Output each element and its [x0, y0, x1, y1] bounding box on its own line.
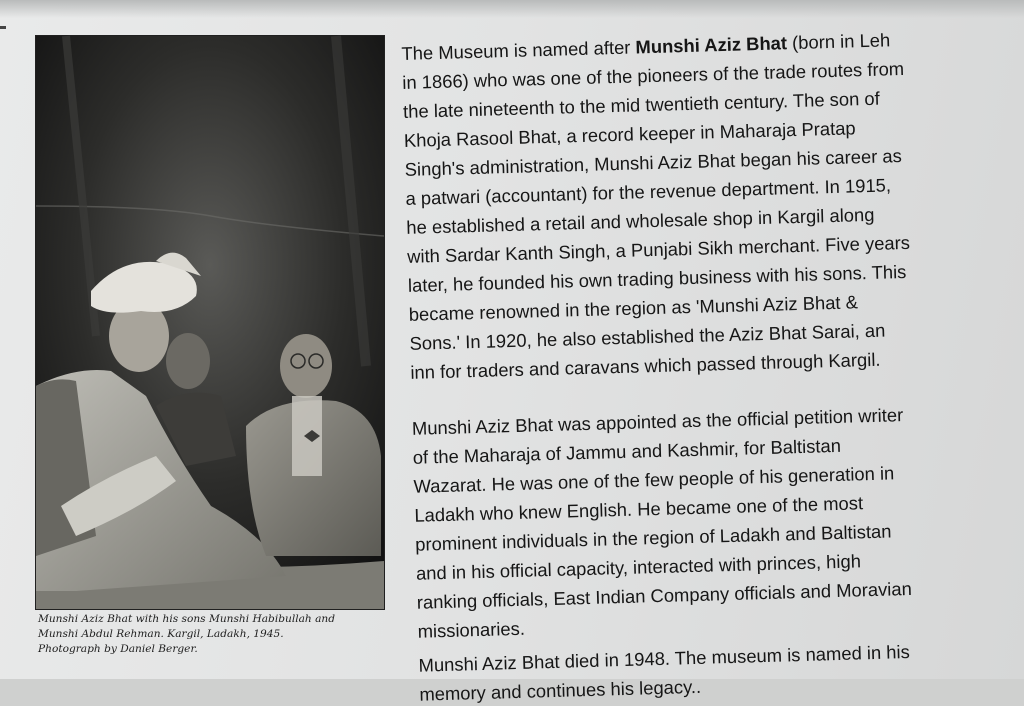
paragraph-3-line: memory and continues his legacy.. [419, 675, 702, 705]
paragraph-1-line: he established a retail and wholesale shop in Kargil along [406, 203, 875, 238]
caption-line: Photograph by Daniel Berger. [38, 643, 198, 655]
paragraph-2-line: and in his official capacity, interacted with princes, high [415, 550, 862, 584]
photo-caption [38, 612, 378, 657]
paragraph-1-line: in 1866) who was one of the pioneers of the trade routes from [402, 57, 905, 93]
paragraph-1-line: a patwari (accountant) for the revenue department. In 1915, [405, 174, 892, 209]
intro-text-end: (born in Leh [786, 29, 891, 54]
subject-name: Munshi Aziz Bhat [635, 32, 788, 58]
caption-line: Munshi Aziz Bhat with his sons Munshi Habibullah and [38, 613, 336, 625]
photograph-image [36, 36, 384, 609]
paragraph-2-line: prominent individuals in the region of Ladakh and Baltistan [414, 520, 892, 555]
paragraph-1-line: later, he founded his own trading business with his sons. This [407, 260, 907, 296]
paragraph-1-line: the late nineteenth to the mid twentieth century. The son of [402, 87, 880, 122]
paragraph-3-line: Munshi Aziz Bhat died in 1948. The museum is named in his [418, 641, 911, 676]
paragraph-2-line: Wazarat. He was one of the few people of his generation in [413, 462, 895, 497]
paragraph-2-line: ranking officials, East Indian Company officials and Moravian [416, 577, 913, 613]
intro-text: The Museum is named after [401, 36, 636, 64]
paragraph-1-line: Khoja Rasool Bhat, a record keeper in Maharaja Pratap [403, 117, 856, 151]
paragraph-1-line: with Sardar Kanth Singh, a Punjabi Sikh merchant. Five years [406, 231, 911, 267]
paragraph-1-line: Singh's administration, Munshi Aziz Bhat began his career as [404, 145, 903, 180]
paragraph-2-line: Ladakh who knew English. He became one of the most [414, 492, 864, 526]
paragraph-1-line: became renowned in the region as 'Munshi Aziz Bhat & [408, 291, 859, 325]
paragraph-2-line: missionaries. [417, 617, 526, 642]
paragraph-2-line: Munshi Aziz Bhat was appointed as the official petition writer [411, 404, 904, 439]
caption-line: Munshi Abdul Rehman. Kargil, Ladakh, 1945. [38, 628, 284, 640]
paragraph-1-line: inn for traders and caravans which passed through Kargil. [410, 348, 881, 383]
paragraph-1-line: Sons.' In 1920, he also established the Aziz Bhat Sarai, an [409, 319, 886, 354]
historical-photograph [36, 36, 384, 609]
placard-edge-mark [0, 26, 6, 29]
placard-text [400, 0, 1019, 705]
paragraph-2-line: of the Maharaja of Jammu and Kashmir, for Baltistan [412, 434, 842, 468]
